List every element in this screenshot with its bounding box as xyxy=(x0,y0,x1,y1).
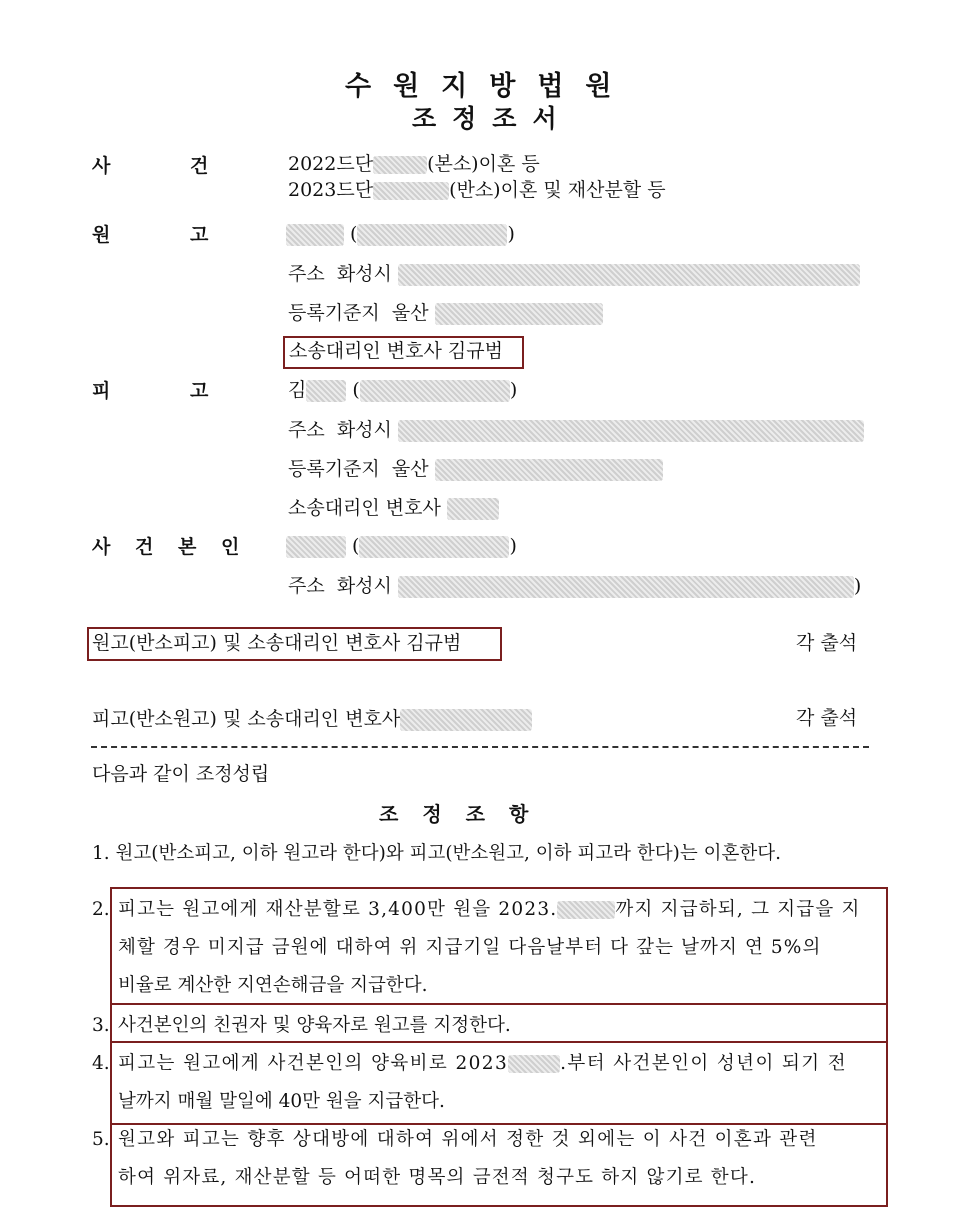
plaintiff-address: 주소 화성시 xyxy=(288,264,860,286)
term-3-number: 3. xyxy=(92,1015,110,1036)
label-plaintiff-1: 원 xyxy=(92,224,111,246)
highlight-box xyxy=(110,887,888,1005)
label-principal: 사 건 본 인 xyxy=(92,536,249,558)
highlight-box xyxy=(110,1041,888,1125)
term-4-line-2: 날까지 매월 말일에 40만 원을 지급한다. xyxy=(118,1091,445,1112)
redacted-block xyxy=(435,303,603,325)
attendance-status-1: 각 출석 xyxy=(796,632,858,654)
redacted-block xyxy=(286,536,346,558)
highlight-box xyxy=(87,627,502,661)
term-2-number: 2. xyxy=(92,899,110,920)
redacted-block xyxy=(306,380,346,402)
attendance-plaintiff: 원고(반소피고) 및 소송대리인 변호사 김규범 xyxy=(92,632,462,654)
term-4-line-1: 피고는 원고에게 사건본인의 양육비로 2023 .부터 사건본인이 성년이 되기 전 xyxy=(118,1053,848,1074)
term-1: 1. 원고(반소피고, 이하 원고라 한다)와 피고(반소원고, 이하 피고라 한다)는 이혼한다. xyxy=(92,843,781,864)
principal-name: ( ) xyxy=(286,536,517,558)
defendant-name: 김 ( ) xyxy=(288,379,518,401)
redacted-block xyxy=(373,156,427,174)
term-2-line-2: 체할 경우 미지급 금원에 대하여 위 지급기일 다음날부터 다 갚는 날까지 연 5%의 xyxy=(118,937,822,958)
label-case-1: 사 xyxy=(92,155,111,177)
case-number-1: 2022드단 (본소)이혼 등 xyxy=(288,153,540,175)
highlight-box xyxy=(110,1123,888,1207)
agreement-intro: 다음과 같이 조정성립 xyxy=(92,763,270,785)
plaintiff-attorney: 소송대리인 변호사 김규범 xyxy=(289,340,503,362)
document-title: 조정조서 xyxy=(412,104,573,133)
attendance-status-2: 각 출석 xyxy=(796,707,858,729)
redacted-block xyxy=(360,380,510,402)
redacted-block xyxy=(357,224,507,246)
redacted-block xyxy=(286,224,344,246)
highlight-box xyxy=(110,1003,888,1043)
term-2-line-1: 피고는 원고에게 재산분할로 3,400만 원을 2023. 까지 지급하되, 그 지급을 지 xyxy=(118,899,861,920)
highlight-box xyxy=(283,336,524,369)
redacted-block xyxy=(400,709,532,731)
redacted-block xyxy=(359,536,509,558)
redacted-block xyxy=(398,576,854,598)
redacted-block xyxy=(398,264,860,286)
term-5-number: 5. xyxy=(92,1129,110,1150)
term-2-line-3: 비율로 계산한 지연손해금을 지급한다. xyxy=(118,975,428,996)
label-defendant-1: 피 xyxy=(92,380,111,402)
principal-address: 주소 화성시 ) xyxy=(288,575,862,597)
plaintiff-registry: 등록기준지 울산 xyxy=(288,303,603,325)
redacted-block xyxy=(435,459,663,481)
divider-dashed xyxy=(91,746,869,748)
case-number-2: 2023드단 (반소)이혼 및 재산분할 등 xyxy=(288,179,666,201)
court-name: 수원지방법원 xyxy=(345,71,634,102)
attendance-defendant: 피고(반소원고) 및 소송대리인 변호사 xyxy=(92,709,532,731)
term-4-number: 4. xyxy=(92,1053,110,1074)
term-5-line-1: 원고와 피고는 향후 상대방에 대하여 위에서 정한 것 외에는 이 사건 이혼과 관련 xyxy=(118,1129,818,1150)
defendant-address: 주소 화성시 xyxy=(288,420,864,442)
term-5-line-2: 하여 위자료, 재산분할 등 어떠한 명목의 금전적 청구도 하지 않기로 한다. xyxy=(118,1167,757,1188)
plaintiff-name: ( ) xyxy=(286,224,515,246)
redacted-block xyxy=(373,182,449,200)
label-plaintiff-2: 고 xyxy=(190,224,209,246)
redacted-block xyxy=(398,420,864,442)
defendant-registry: 등록기준지 울산 xyxy=(288,459,663,481)
term-3-line-1: 사건본인의 친권자 및 양육자로 원고를 지정한다. xyxy=(118,1015,511,1036)
redacted-block xyxy=(447,498,499,520)
label-defendant-2: 고 xyxy=(190,380,209,402)
label-case-2: 건 xyxy=(190,155,209,177)
terms-title: 조정조항 xyxy=(379,802,553,826)
defendant-attorney: 소송대리인 변호사 xyxy=(288,498,499,520)
